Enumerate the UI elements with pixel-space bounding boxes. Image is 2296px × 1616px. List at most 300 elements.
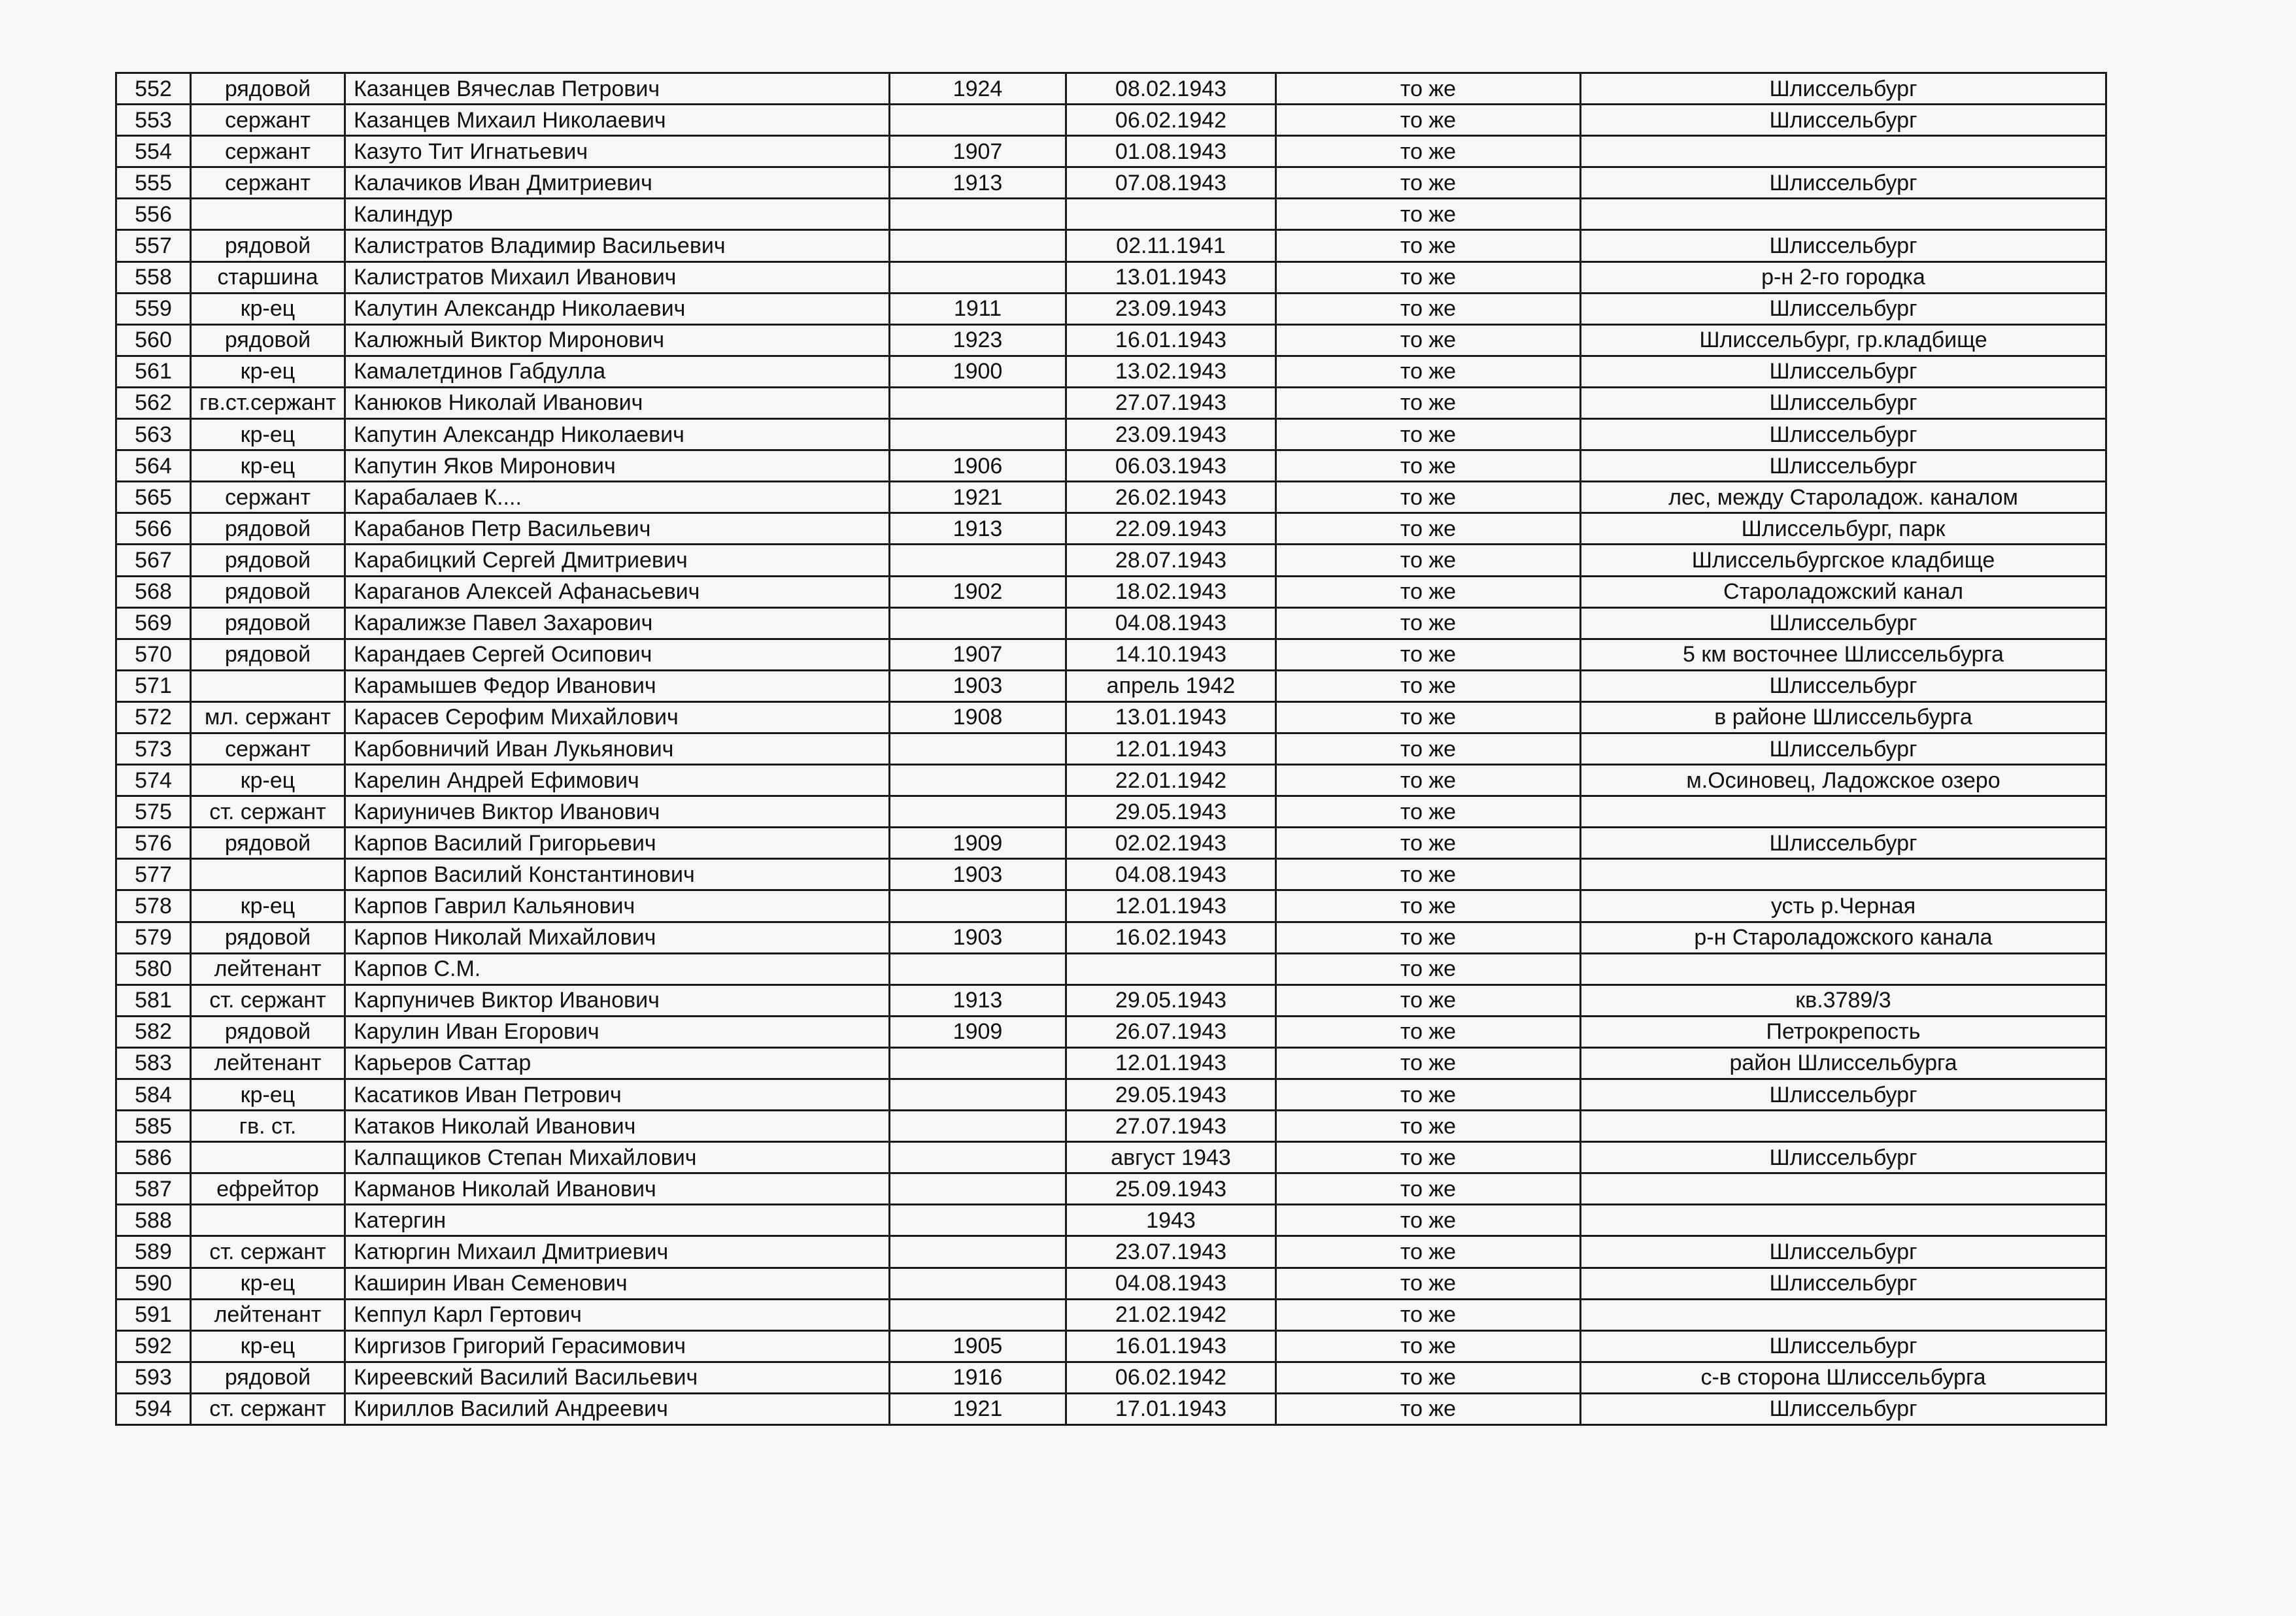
death-date: 23.09.1943 (1066, 293, 1276, 324)
birth-year: 1903 (890, 670, 1066, 701)
burial-place (1581, 1299, 2106, 1330)
military-rank: сержант (191, 482, 345, 513)
record-number: 571 (116, 670, 191, 701)
ditto-mark: то же (1276, 828, 1581, 859)
military-rank: ст. сержант (191, 796, 345, 828)
table-row (116, 450, 2106, 482)
ditto-mark: то же (1276, 261, 1581, 293)
military-rank: ст. сержант (191, 1236, 345, 1268)
record-number: 593 (116, 1362, 191, 1393)
table-row (116, 513, 2106, 545)
record-number: 559 (116, 293, 191, 324)
table-row (116, 136, 2106, 167)
burial-place: Шлиссельбург (1581, 387, 2106, 418)
ditto-mark: то же (1276, 576, 1581, 607)
ditto-mark: то же (1276, 607, 1581, 639)
full-name: Карпов Гаврил Кальянович (345, 890, 890, 922)
full-name: Киреевский Василий Васильевич (345, 1362, 890, 1393)
table-row (116, 1079, 2106, 1111)
full-name: Калистратов Михаил Иванович (345, 261, 890, 293)
full-name: Калиндур (345, 199, 890, 230)
full-name: Карасев Серофим Михайлович (345, 701, 890, 733)
table-row (116, 701, 2106, 733)
record-number: 580 (116, 953, 191, 985)
record-number: 567 (116, 545, 191, 576)
military-rank: рядовой (191, 73, 345, 105)
burial-place: Шлиссельбург (1581, 450, 2106, 482)
record-number: 566 (116, 513, 191, 545)
record-number: 585 (116, 1111, 191, 1142)
record-number: 592 (116, 1330, 191, 1362)
burial-place: Шлиссельбург (1581, 167, 2106, 199)
full-name: Карпуничев Виктор Иванович (345, 985, 890, 1016)
full-name: Калутин Александр Николаевич (345, 293, 890, 324)
record-number: 552 (116, 73, 191, 105)
table-row (116, 607, 2106, 639)
full-name: Капутин Яков Миронович (345, 450, 890, 482)
birth-year: 1903 (890, 922, 1066, 953)
military-rank (191, 670, 345, 701)
ditto-mark: то же (1276, 1047, 1581, 1079)
military-rank (191, 1205, 345, 1236)
military-rank: рядовой (191, 513, 345, 545)
full-name: Калистратов Владимир Васильевич (345, 230, 890, 261)
full-name: Карамышев Федор Иванович (345, 670, 890, 701)
death-date: 13.02.1943 (1066, 356, 1276, 387)
military-rank: лейтенант (191, 1047, 345, 1079)
table-row (116, 765, 2106, 796)
table-row (116, 73, 2106, 105)
military-rank: ст. сержант (191, 1393, 345, 1424)
ditto-mark: то же (1276, 324, 1581, 356)
death-date: 29.05.1943 (1066, 796, 1276, 828)
death-date: 16.01.1943 (1066, 1330, 1276, 1362)
table-row (116, 199, 2106, 230)
full-name: Катаков Николай Иванович (345, 1111, 890, 1142)
birth-year (890, 1299, 1066, 1330)
death-date: 27.07.1943 (1066, 1111, 1276, 1142)
record-number: 575 (116, 796, 191, 828)
table-row (116, 387, 2106, 418)
full-name: Карпов Василий Константинович (345, 859, 890, 890)
burial-place: район Шлиссельбурга (1581, 1047, 2106, 1079)
ditto-mark: то же (1276, 1079, 1581, 1111)
death-date: 12.01.1943 (1066, 1047, 1276, 1079)
death-date: 26.07.1943 (1066, 1016, 1276, 1047)
table-row (116, 356, 2106, 387)
table-row (116, 293, 2106, 324)
full-name: Капутин Александр Николаевич (345, 419, 890, 450)
burial-place: 5 км восточнее Шлиссельбурга (1581, 639, 2106, 670)
death-date: 22.01.1942 (1066, 765, 1276, 796)
military-rank: лейтенант (191, 953, 345, 985)
ditto-mark: то же (1276, 1173, 1581, 1205)
record-number: 558 (116, 261, 191, 293)
burial-place: усть р.Черная (1581, 890, 2106, 922)
ditto-mark: то же (1276, 1393, 1581, 1424)
birth-year (890, 1142, 1066, 1173)
record-number: 590 (116, 1268, 191, 1299)
birth-year (890, 1236, 1066, 1268)
death-date: 01.08.1943 (1066, 136, 1276, 167)
table-row (116, 261, 2106, 293)
table-row (116, 1047, 2106, 1079)
ditto-mark: то же (1276, 733, 1581, 764)
birth-year (890, 1268, 1066, 1299)
table-row (116, 1299, 2106, 1330)
ditto-mark: то же (1276, 765, 1581, 796)
record-number: 562 (116, 387, 191, 418)
table-row (116, 922, 2106, 953)
ditto-mark: то же (1276, 890, 1581, 922)
record-number: 564 (116, 450, 191, 482)
military-rank: рядовой (191, 1016, 345, 1047)
record-number: 556 (116, 199, 191, 230)
ditto-mark: то же (1276, 1330, 1581, 1362)
birth-year (890, 419, 1066, 450)
birth-year (890, 953, 1066, 985)
table-row (116, 1142, 2106, 1173)
death-date: 16.01.1943 (1066, 324, 1276, 356)
ditto-mark: то же (1276, 419, 1581, 450)
burial-place: Шлиссельбург (1581, 670, 2106, 701)
death-date: 06.02.1942 (1066, 105, 1276, 136)
burial-place: Шлиссельбург (1581, 733, 2106, 764)
burial-place: Шлиссельбург, парк (1581, 513, 2106, 545)
death-date: 1943 (1066, 1205, 1276, 1236)
table-row (116, 985, 2106, 1016)
birth-year: 1916 (890, 1362, 1066, 1393)
birth-year: 1913 (890, 167, 1066, 199)
ditto-mark: то же (1276, 985, 1581, 1016)
table-row (116, 419, 2106, 450)
full-name: Карандаев Сергей Осипович (345, 639, 890, 670)
military-rank (191, 859, 345, 890)
burial-place: Шлиссельбург (1581, 1393, 2106, 1424)
table-row (116, 105, 2106, 136)
record-number: 561 (116, 356, 191, 387)
death-date (1066, 199, 1276, 230)
record-number: 560 (116, 324, 191, 356)
record-number: 581 (116, 985, 191, 1016)
death-date: 04.08.1943 (1066, 607, 1276, 639)
full-name: Караганов Алексей Афанасьевич (345, 576, 890, 607)
table-row (116, 324, 2106, 356)
ditto-mark: то же (1276, 513, 1581, 545)
burial-place: лес, между Староладож. каналом (1581, 482, 2106, 513)
death-date: 23.09.1943 (1066, 419, 1276, 450)
record-number: 565 (116, 482, 191, 513)
table-body (116, 73, 2106, 1425)
death-date: 29.05.1943 (1066, 985, 1276, 1016)
death-date: 04.08.1943 (1066, 1268, 1276, 1299)
burial-place (1581, 859, 2106, 890)
birth-year (890, 733, 1066, 764)
record-number: 589 (116, 1236, 191, 1268)
full-name: Казуто Тит Игнатьевич (345, 136, 890, 167)
full-name: Калюжный Виктор Миронович (345, 324, 890, 356)
burial-place: Шлиссельбург (1581, 1268, 2106, 1299)
record-number: 554 (116, 136, 191, 167)
military-rank: рядовой (191, 922, 345, 953)
table-row (116, 1016, 2106, 1047)
burial-place: Шлиссельбург (1581, 73, 2106, 105)
ditto-mark: то же (1276, 859, 1581, 890)
ditto-mark: то же (1276, 1299, 1581, 1330)
birth-year: 1900 (890, 356, 1066, 387)
death-date: 29.05.1943 (1066, 1079, 1276, 1111)
military-rank: рядовой (191, 1362, 345, 1393)
military-rank: рядовой (191, 230, 345, 261)
military-rank: кр-ец (191, 1268, 345, 1299)
birth-year (890, 1205, 1066, 1236)
full-name: Камалетдинов Габдулла (345, 356, 890, 387)
military-rank: сержант (191, 105, 345, 136)
table-row (116, 733, 2106, 764)
birth-year: 1923 (890, 324, 1066, 356)
ditto-mark: то же (1276, 136, 1581, 167)
burial-place (1581, 199, 2106, 230)
ditto-mark: то же (1276, 1016, 1581, 1047)
full-name: Карабанов Петр Васильевич (345, 513, 890, 545)
birth-year: 1924 (890, 73, 1066, 105)
full-name: Карьеров Саттар (345, 1047, 890, 1079)
birth-year: 1911 (890, 293, 1066, 324)
death-date: 23.07.1943 (1066, 1236, 1276, 1268)
full-name: Кириллов Василий Андреевич (345, 1393, 890, 1424)
burial-records-table (115, 72, 2107, 1426)
military-rank: сержант (191, 136, 345, 167)
burial-place: Шлиссельбург (1581, 230, 2106, 261)
birth-year (890, 199, 1066, 230)
death-date: 13.01.1943 (1066, 261, 1276, 293)
burial-place: р-н 2-го городка (1581, 261, 2106, 293)
birth-year: 1921 (890, 482, 1066, 513)
birth-year (890, 796, 1066, 828)
burial-place: Шлиссельбург (1581, 1142, 2106, 1173)
full-name: Карабалаев К.... (345, 482, 890, 513)
burial-place (1581, 953, 2106, 985)
ditto-mark: то же (1276, 701, 1581, 733)
military-rank: ст. сержант (191, 985, 345, 1016)
full-name: Казанцев Вячеслав Петрович (345, 73, 890, 105)
table-row (116, 1111, 2106, 1142)
military-rank: кр-ец (191, 419, 345, 450)
burial-place: кв.3789/3 (1581, 985, 2106, 1016)
birth-year: 1909 (890, 828, 1066, 859)
record-number: 577 (116, 859, 191, 890)
record-number: 583 (116, 1047, 191, 1079)
burial-place (1581, 796, 2106, 828)
burial-place: с-в сторона Шлиссельбурга (1581, 1362, 2106, 1393)
ditto-mark: то же (1276, 482, 1581, 513)
table-row (116, 230, 2106, 261)
military-rank: гв.ст.сержант (191, 387, 345, 418)
table-row (116, 1236, 2106, 1268)
record-number: 568 (116, 576, 191, 607)
full-name: Катергин (345, 1205, 890, 1236)
ditto-mark: то же (1276, 387, 1581, 418)
ditto-mark: то же (1276, 230, 1581, 261)
record-number: 582 (116, 1016, 191, 1047)
burial-place: Шлиссельбург, гр.кладбище (1581, 324, 2106, 356)
ditto-mark: то же (1276, 1142, 1581, 1173)
military-rank: старшина (191, 261, 345, 293)
table-row (116, 890, 2106, 922)
military-rank: сержант (191, 167, 345, 199)
burial-place (1581, 1111, 2106, 1142)
birth-year (890, 545, 1066, 576)
table-row (116, 670, 2106, 701)
death-date: 16.02.1943 (1066, 922, 1276, 953)
birth-year: 1907 (890, 639, 1066, 670)
birth-year: 1913 (890, 513, 1066, 545)
death-date: 08.02.1943 (1066, 73, 1276, 105)
birth-year: 1921 (890, 1393, 1066, 1424)
full-name: Карманов Николай Иванович (345, 1173, 890, 1205)
ditto-mark: то же (1276, 1268, 1581, 1299)
military-rank: кр-ец (191, 1079, 345, 1111)
table-row (116, 828, 2106, 859)
ditto-mark: то же (1276, 105, 1581, 136)
birth-year: 1909 (890, 1016, 1066, 1047)
ditto-mark: то же (1276, 1236, 1581, 1268)
ditto-mark: то же (1276, 73, 1581, 105)
ditto-mark: то же (1276, 167, 1581, 199)
ditto-mark: то же (1276, 953, 1581, 985)
death-date: 02.02.1943 (1066, 828, 1276, 859)
full-name: Карпов Николай Михайлович (345, 922, 890, 953)
record-number: 587 (116, 1173, 191, 1205)
birth-year (890, 1173, 1066, 1205)
military-rank (191, 199, 345, 230)
burial-place: Шлиссельбург (1581, 1079, 2106, 1111)
record-number: 555 (116, 167, 191, 199)
military-rank: кр-ец (191, 765, 345, 796)
table-row (116, 1362, 2106, 1393)
military-rank: рядовой (191, 639, 345, 670)
death-date: 28.07.1943 (1066, 545, 1276, 576)
birth-year (890, 890, 1066, 922)
birth-year: 1906 (890, 450, 1066, 482)
military-rank: гв. ст. (191, 1111, 345, 1142)
military-rank: ефрейтор (191, 1173, 345, 1205)
table-row (116, 1393, 2106, 1424)
military-rank: рядовой (191, 324, 345, 356)
table-row (116, 545, 2106, 576)
death-date: 07.08.1943 (1066, 167, 1276, 199)
ditto-mark: то же (1276, 639, 1581, 670)
death-date: апрель 1942 (1066, 670, 1276, 701)
military-rank: мл. сержант (191, 701, 345, 733)
record-number: 594 (116, 1393, 191, 1424)
burial-place (1581, 136, 2106, 167)
full-name: Карелин Андрей Ефимович (345, 765, 890, 796)
record-number: 576 (116, 828, 191, 859)
record-number: 569 (116, 607, 191, 639)
ditto-mark: то же (1276, 545, 1581, 576)
death-date: 02.11.1941 (1066, 230, 1276, 261)
table-row (116, 1330, 2106, 1362)
military-rank: кр-ец (191, 293, 345, 324)
birth-year (890, 261, 1066, 293)
table-row (116, 796, 2106, 828)
full-name: Карпов С.М. (345, 953, 890, 985)
burial-place: Шлиссельбург (1581, 828, 2106, 859)
military-rank (191, 1142, 345, 1173)
ditto-mark: то же (1276, 199, 1581, 230)
birth-year: 1902 (890, 576, 1066, 607)
death-date: 04.08.1943 (1066, 859, 1276, 890)
death-date: 21.02.1942 (1066, 1299, 1276, 1330)
birth-year (890, 1047, 1066, 1079)
burial-place: Шлиссельбург (1581, 1330, 2106, 1362)
record-number: 586 (116, 1142, 191, 1173)
military-rank: рядовой (191, 545, 345, 576)
full-name: Калачиков Иван Дмитриевич (345, 167, 890, 199)
ditto-mark: то же (1276, 1205, 1581, 1236)
full-name: Карулин Иван Егорович (345, 1016, 890, 1047)
burial-place: Шлиссельбург (1581, 1236, 2106, 1268)
birth-year: 1903 (890, 859, 1066, 890)
table-row (116, 167, 2106, 199)
death-date: август 1943 (1066, 1142, 1276, 1173)
birth-year: 1905 (890, 1330, 1066, 1362)
ditto-mark: то же (1276, 670, 1581, 701)
full-name: Карабицкий Сергей Дмитриевич (345, 545, 890, 576)
burial-place: Шлиссельбургское кладбище (1581, 545, 2106, 576)
military-rank: кр-ец (191, 1330, 345, 1362)
military-rank: рядовой (191, 828, 345, 859)
military-rank: лейтенант (191, 1299, 345, 1330)
full-name: Калпащиков Степан Михайлович (345, 1142, 890, 1173)
table-row (116, 639, 2106, 670)
full-name: Кеппул Карл Гертович (345, 1299, 890, 1330)
death-date: 12.01.1943 (1066, 733, 1276, 764)
full-name: Канюков Николай Иванович (345, 387, 890, 418)
burial-place (1581, 1173, 2106, 1205)
military-rank: рядовой (191, 607, 345, 639)
military-rank: рядовой (191, 576, 345, 607)
burial-place: Петрокрепость (1581, 1016, 2106, 1047)
death-date: 25.09.1943 (1066, 1173, 1276, 1205)
birth-year (890, 765, 1066, 796)
ditto-mark: то же (1276, 293, 1581, 324)
burial-place: Шлиссельбург (1581, 419, 2106, 450)
full-name: Карпов Василий Григорьевич (345, 828, 890, 859)
birth-year: 1907 (890, 136, 1066, 167)
ditto-mark: то же (1276, 1111, 1581, 1142)
death-date: 12.01.1943 (1066, 890, 1276, 922)
death-date: 18.02.1943 (1066, 576, 1276, 607)
record-number: 579 (116, 922, 191, 953)
table-row (116, 1205, 2106, 1236)
record-number: 584 (116, 1079, 191, 1111)
burial-place: Шлиссельбург (1581, 293, 2106, 324)
record-number: 591 (116, 1299, 191, 1330)
record-number: 574 (116, 765, 191, 796)
birth-year: 1908 (890, 701, 1066, 733)
death-date: 22.09.1943 (1066, 513, 1276, 545)
full-name: Карбовничий Иван Лукьянович (345, 733, 890, 764)
death-date (1066, 953, 1276, 985)
death-date: 06.02.1942 (1066, 1362, 1276, 1393)
burial-place: в районе Шлиссельбурга (1581, 701, 2106, 733)
table-row (116, 482, 2106, 513)
burial-place: Шлиссельбург (1581, 607, 2106, 639)
burial-place: Шлиссельбург (1581, 105, 2106, 136)
ditto-mark: то же (1276, 356, 1581, 387)
